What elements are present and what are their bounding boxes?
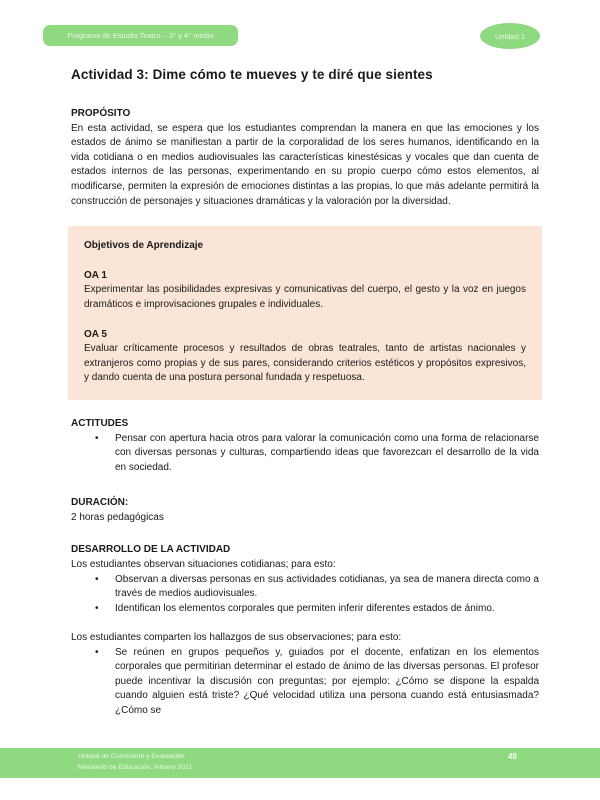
footer-org-line1: Unidad de Currículum y Evaluación — [78, 753, 185, 760]
desarrollo-heading: DESARROLLO DE LA ACTIVIDAD — [71, 544, 231, 556]
desarrollo-bullet-text-3: Se reúnen en grupos pequeños y, guiados por el docente, enfatizan en los elementos corporales que permitirian determinar el estado de ánimo de las diversas personas. El profesor puede incentivar la discusión con preguntas; por ejemplo: ¿Cómo se dispone la espalda cuando alguien está triste? ¿Qué velocidad utiliza una persona cuando está entusiasmada? ¿Cómo se — [115, 646, 539, 716]
proposito-heading: PROPÓSITO — [71, 108, 131, 119]
bullet-icon: • — [95, 602, 99, 614]
actitudes-bullet-item — [95, 432, 539, 476]
desarrollo-intro-2: Los estudiantes comparten los hallazgos de sus observaciones; para esto: — [71, 632, 402, 644]
desarrollo-bullet-text-1: Observan a diversas personas en sus actividades cotidianas, ya sea de manera directa como a través de medios audiovisuales. — [115, 573, 539, 600]
bullet-icon: • — [95, 646, 99, 658]
program-badge-label: Programa de Estudio Teatro – 3° y 4° medio — [67, 31, 214, 40]
unit-badge-label: Unidad 1 — [494, 31, 526, 41]
footer-org-line2: Ministerio de Educación, febrero 2021 — [78, 763, 193, 771]
footer-organization — [78, 752, 192, 773]
page-number: 48 — [508, 752, 517, 761]
oa1-text: Experimentar las posibilidades expresivas y comunicativas del cuerpo, el gesto y la voz en juegos dramáticos e improvisaciones grupales e individuales. — [84, 284, 526, 310]
unit-badge — [480, 23, 540, 49]
duracion-value: 2 horas pedagógicas — [71, 511, 164, 523]
oa1-code: OA 1 — [84, 269, 107, 281]
oa5-text: Evaluar críticamente procesos y resultados de obras teatrales, tanto de artistas nacionales y extranjeros como propias y de sus pares, considerando criterios estéticos y propósitos expresivos, y dando cuenta de una postura personal fundada y respetuosa. — [84, 343, 526, 384]
activity-title: Actividad 3: Dime cómo te mueves y te diré que sientes — [71, 67, 433, 82]
spacer — [71, 616, 539, 631]
bullet-icon: • — [95, 573, 99, 585]
desarrollo-bullet-item — [95, 602, 539, 617]
footer-bar — [0, 748, 600, 778]
actitudes-heading: ACTITUDES — [71, 417, 129, 429]
bullet-icon: • — [95, 432, 99, 444]
desarrollo-bullet-item — [95, 573, 539, 602]
desarrollo-bullet-text-2: Identifican los elementos corporales que permiten inferir diferentes estados de ánimo. — [115, 602, 495, 614]
actitudes-bullet-text: Pensar con apertura hacia otros para valorar la comunicación como una forma de relacionarse con diversas personas y culturas, compartiendo ideas que favorezcan el desarrollo de la vida en sociedad. — [115, 432, 539, 473]
desarrollo-intro-1: Los estudiantes observan situaciones cotidianas; para esto: — [71, 559, 336, 571]
desarrollo-bullet-item — [95, 646, 539, 719]
objetivos-heading: Objetivos de Aprendizaje — [84, 240, 204, 252]
program-badge — [43, 25, 238, 46]
objetivos-box — [68, 226, 542, 400]
proposito-paragraph: En esta actividad, se espera que los estudiantes comprendan la manera en que las emociones y los estados de ánimo se manifiestan a partir de la corporalidad de los seres humanos, identificando en la vida cotidiana o en medios audiovisuales las características kinestésicas y vocales que dan cuenta de estados internos de las personas, experimentando en su propio cuerpo cómo estos elementos, al modificarse, permiten la expresión de emociones distintas a las propias, lo que más adelante permitirá la construcción de personajes y situaciones dramáticas y la valoración por la diversidad. — [71, 122, 539, 207]
duracion-heading: DURACIÓN: — [71, 497, 129, 509]
page-content — [71, 66, 539, 719]
oa5-code: OA 5 — [84, 328, 107, 340]
